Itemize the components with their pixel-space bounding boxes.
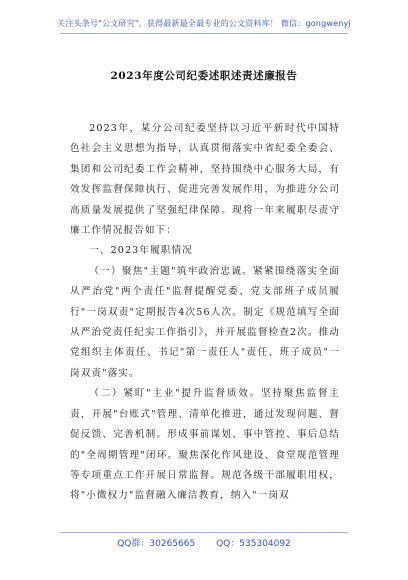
body-paragraph: （二）紧盯"主业"提升监督质效。坚持聚焦监督主责，开展"台账式"管理、清单化推进，通过发现问题、督促反馈、完善机制。形成事前谋划、事中管控、事后总结的"全周期管理"闭环。聚焦深化作风建设、食堂规范管理等专项重点工作开展日常监督。规范各级干部履职用权，将"小微权力"监督融入廉洁教育，纳入"一岗双 xyxy=(70,388,340,502)
document-body xyxy=(70,119,340,507)
footer-qq-group: QQ群：30265665 xyxy=(117,539,196,549)
body-paragraph: （一）聚焦"主题"筑牢政治忠诚。紧紧围绕落实全面从严治党"两个责任"监督提醒党委、党支部班子成员履行"一岗双责"定期报告4次56人次。制定《规范填写全面从严治党责任纪实工作指引》，并开展监督检查2次。推动党组织主体责任、书记"第一责任人"责任、班子成员"一岗双责"落实。 xyxy=(70,265,340,379)
document-title: 2023年度公司纪委述职述责述廉报告 xyxy=(110,70,298,82)
footer-divider xyxy=(60,532,348,533)
intro-paragraph: 2023年，某分公司纪委坚持以习近平新时代中国特色社会主义思想为指导，认真贯彻落实中省纪委全委会、集团和公司纪委工作会精神，坚持围绕中心服务大局，有效发挥监督保障执行、促进完善发展作用，为推进分公司高质量发展提供了坚强纪律保障。现将一年来履职尽责守廉工作情况报告如下： xyxy=(70,123,340,237)
header-banner: 关注头条号"公文研究"，获得最新最全最专业的公文资料库！ 微信：gongwenyj xyxy=(57,19,351,28)
footer-contact xyxy=(0,536,408,549)
section-heading: 一、2023年履职情况 xyxy=(89,245,193,257)
footer-qq-number: QQ：535304092 xyxy=(216,539,291,549)
header-divider xyxy=(60,33,348,34)
